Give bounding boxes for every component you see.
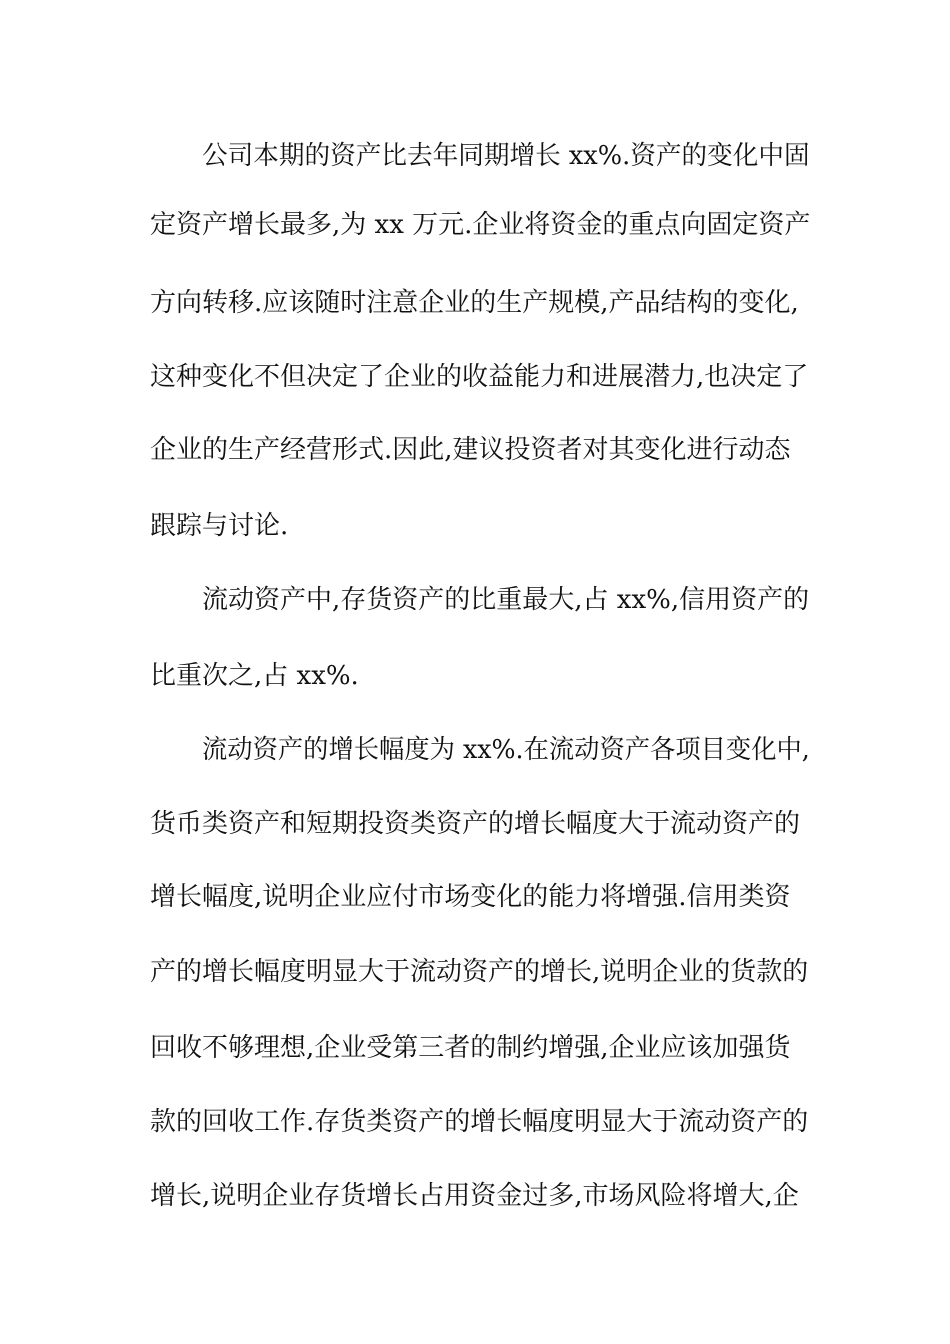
paragraph-3-line-2: 货币类资产和短期投资类资产的增长幅度大于流动资产的 (150, 809, 801, 839)
paragraph-3-line-1: 流动资产的增长幅度为 xx%.在流动资产各项目变化中, (202, 735, 810, 765)
paragraph-1-line-6: 跟踪与讨论. (150, 511, 289, 541)
paragraph-3-line-7: 增长,说明企业存货增长占用资金过多,市场风险将增大,企 (150, 1181, 799, 1211)
paragraph-1-line-3: 方向转移.应该随时注意企业的生产规模,产品结构的变化, (150, 288, 799, 318)
paragraph-3-line-6: 款的回收工作.存货类资产的增长幅度明显大于流动资产的 (150, 1107, 809, 1137)
paragraph-3-line-4: 产的增长幅度明显大于流动资产的增长,说明企业的货款的 (150, 957, 809, 987)
paragraph-3-line-5: 回收不够理想,企业受第三者的制约增强,企业应该加强货 (150, 1033, 791, 1063)
paragraph-1-line-5: 企业的生产经营形式.因此,建议投资者对其变化进行动态 (150, 435, 791, 465)
paragraph-2-line-2: 比重次之,占 xx%. (150, 661, 359, 691)
paragraph-1-line-2: 定资产增长最多,为 xx 万元.企业将资金的重点向固定资产 (150, 210, 811, 240)
paragraph-1-line-4: 这种变化不但决定了企业的收益能力和进展潜力,也决定了 (150, 362, 809, 392)
paragraph-1-line-1: 公司本期的资产比去年同期增长 xx%.资产的变化中固 (202, 141, 810, 171)
paragraph-2-line-1: 流动资产中,存货资产的比重最大,占 xx%,信用资产的 (202, 585, 810, 615)
paragraph-3-line-3: 增长幅度,说明企业应付市场变化的能力将增强.信用类资 (150, 882, 791, 912)
